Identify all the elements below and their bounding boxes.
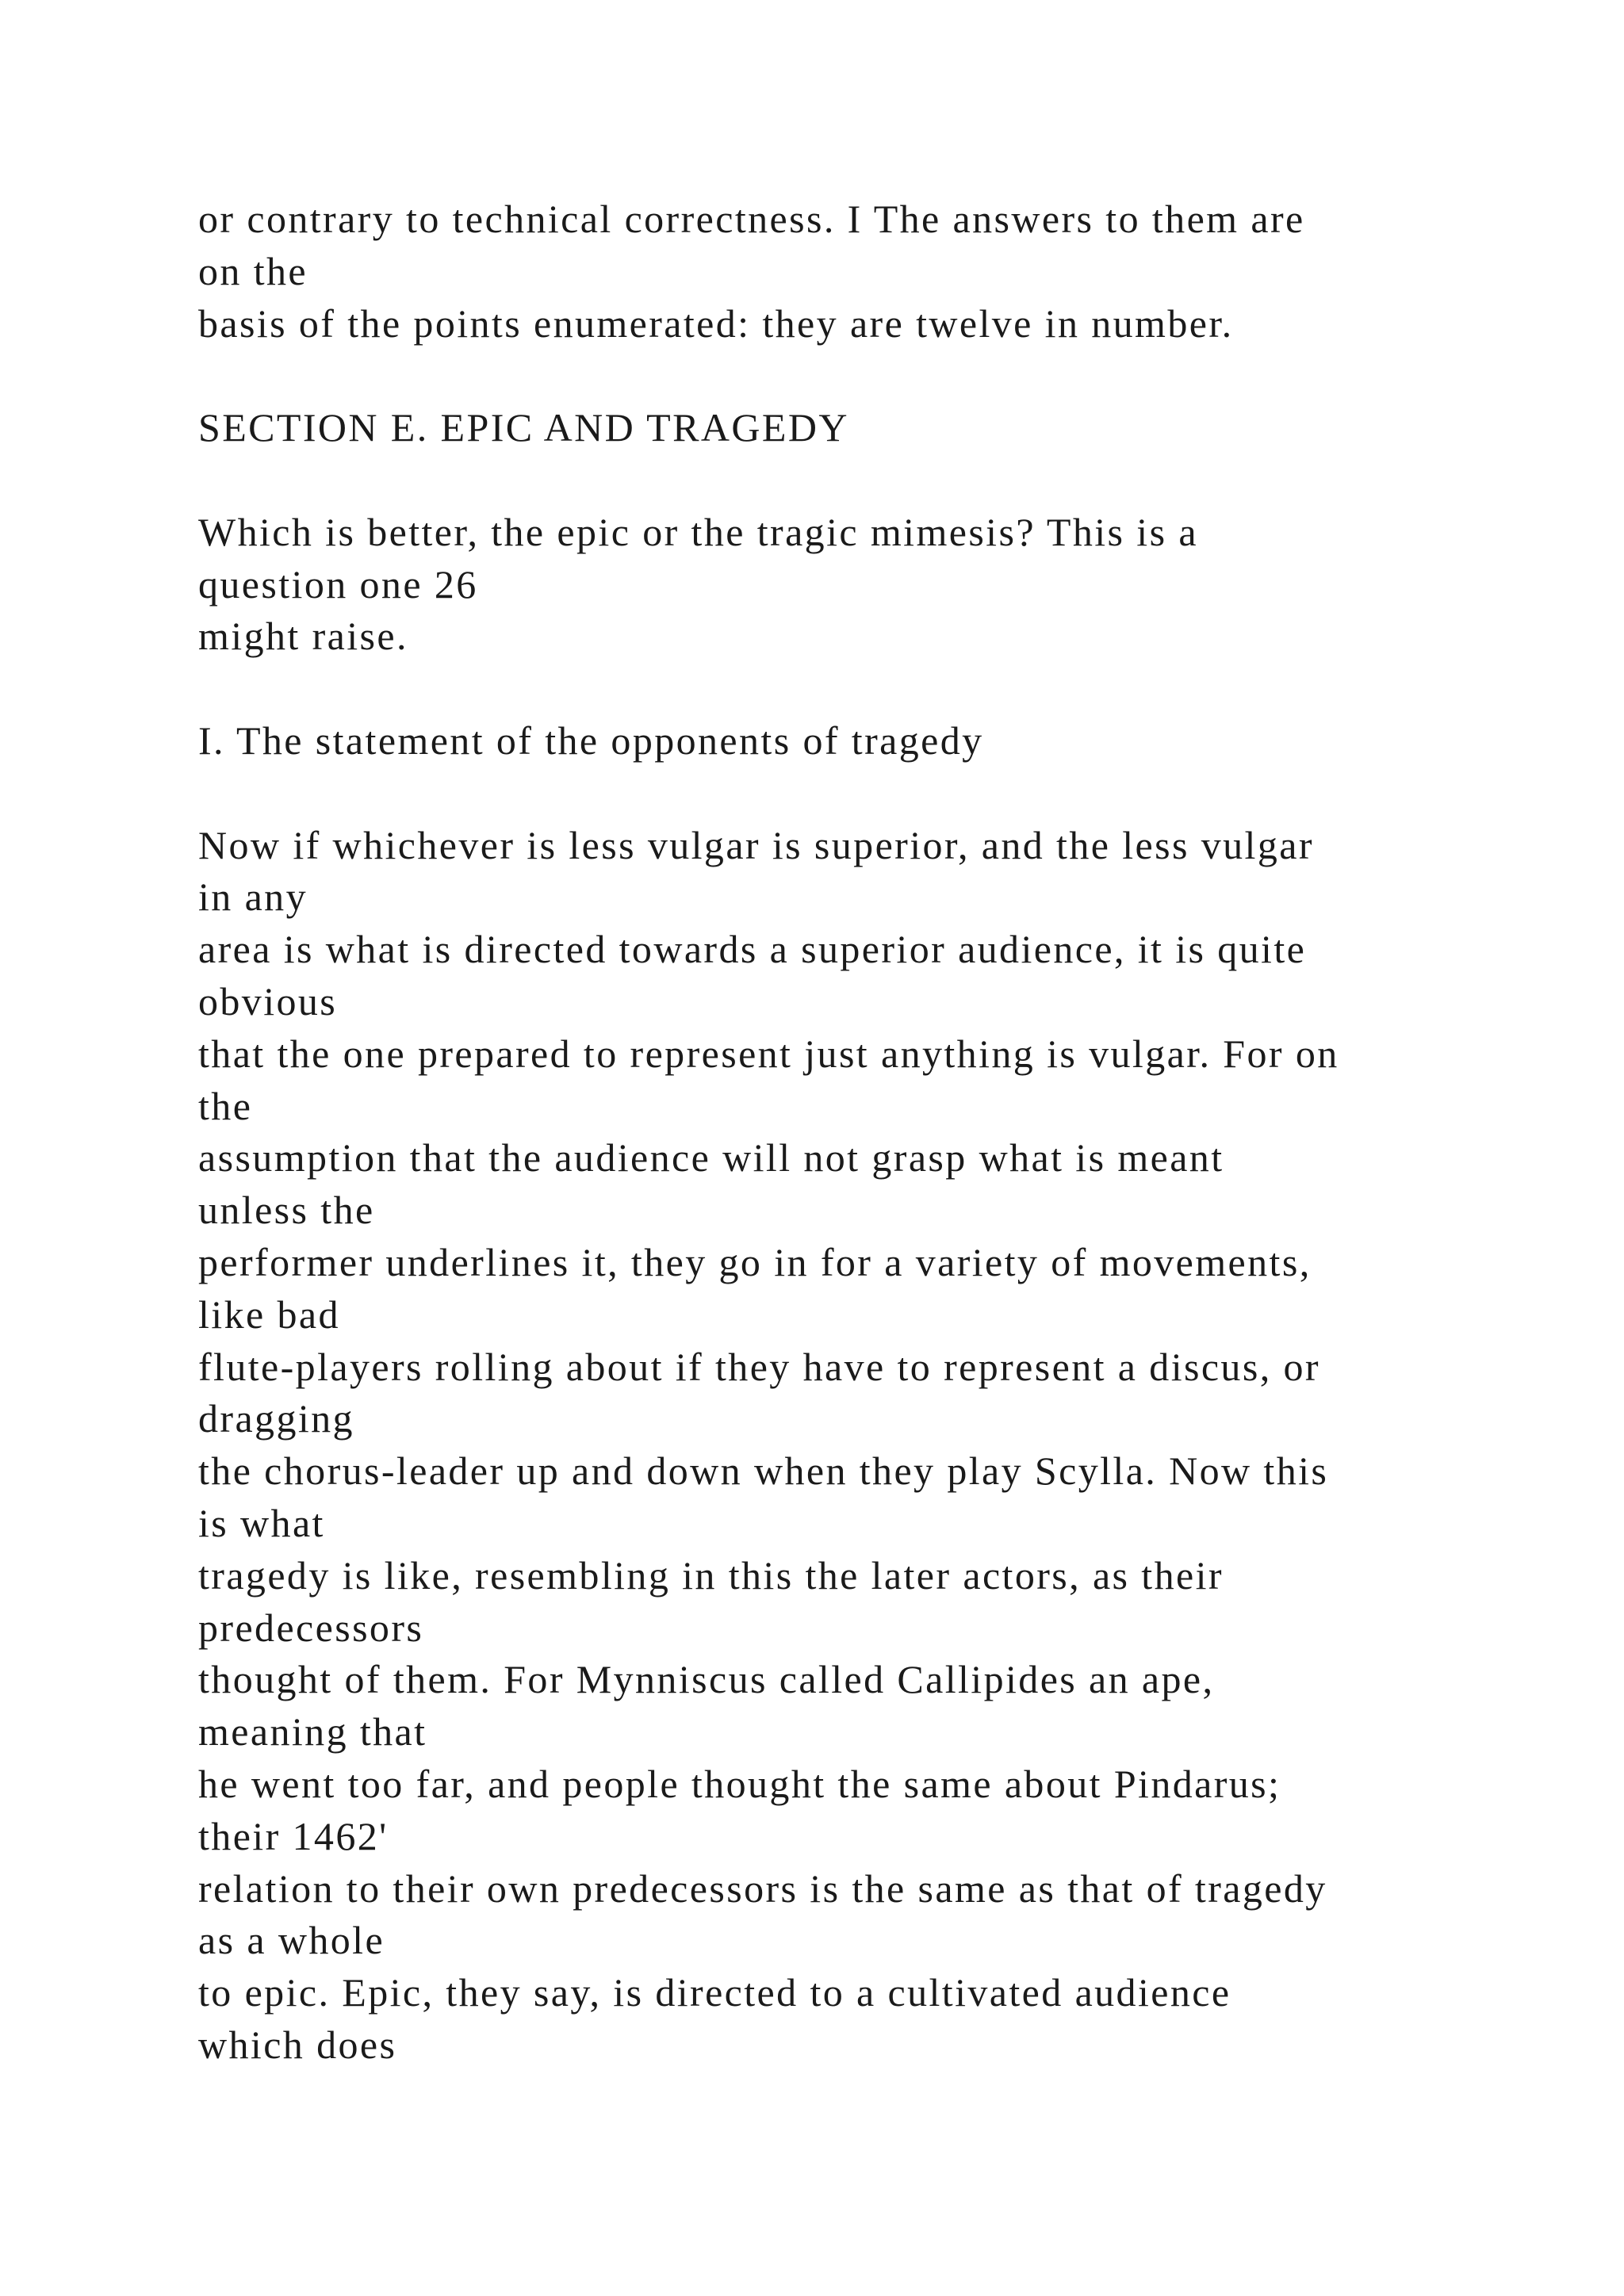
text-line: their 1462' xyxy=(198,1813,389,1858)
text-line: in any xyxy=(198,874,308,920)
text-line: the chorus-leader up and down when they play Scylla. Now this xyxy=(198,1448,1329,1494)
blank-line xyxy=(198,663,1546,715)
document-body xyxy=(198,193,1546,2072)
text-line: meaning that xyxy=(198,1709,427,1755)
text-line: that the one prepared to represent just anything is vulgar. For on xyxy=(198,1031,1339,1076)
text-line: to epic. Epic, they say, is directed to a cultivated audience xyxy=(198,1970,1231,2015)
text-line: assumption that the audience will not grasp what is meant xyxy=(198,1135,1224,1181)
text-line: thought of them. For Mynniscus called Callipides an ape, xyxy=(198,1657,1215,1702)
text-line: Which is better, the epic or the tragic mimesis? This is a xyxy=(198,509,1198,554)
blank-line xyxy=(198,350,1546,402)
section-heading: SECTION E. EPIC AND TRAGEDY xyxy=(198,405,849,450)
text-line: predecessors xyxy=(198,1605,424,1650)
text-line: performer underlines it, they go in for a variety of movements, xyxy=(198,1239,1312,1284)
subsection-heading: I. The statement of the opponents of tragedy xyxy=(198,718,984,763)
text-line: as a whole xyxy=(198,1918,385,1963)
text-line: like bad xyxy=(198,1292,340,1337)
text-line: basis of the points enumerated: they are twelve in number. xyxy=(198,300,1234,346)
text-line: tragedy is like, resembling in this the later actors, as their xyxy=(198,1552,1224,1598)
text-line: or contrary to technical correctness. I The answers to them are xyxy=(198,197,1305,241)
text-line: question one 26 xyxy=(198,561,478,607)
text-line: area is what is directed towards a superior audience, it is quite xyxy=(198,927,1307,972)
text-line: dragging xyxy=(198,1396,354,1441)
text-line: obvious xyxy=(198,978,338,1024)
blank-line xyxy=(198,454,1546,507)
text-line: he went too far, and people thought the same about Pindarus; xyxy=(198,1761,1281,1806)
text-line: which does xyxy=(198,2022,397,2067)
blank-line xyxy=(198,767,1546,820)
text-line: Now if whichever is less vulgar is superior, and the less vulgar xyxy=(198,822,1314,867)
text-line: on the xyxy=(198,248,308,293)
text-line: flute-players rolling about if they have to represent a discus, or xyxy=(198,1344,1320,1389)
text-line: is what xyxy=(198,1500,325,1545)
text-line: relation to their own predecessors is the same as that of tragedy xyxy=(198,1866,1327,1911)
text-line: the xyxy=(198,1083,253,1128)
text-line: unless the xyxy=(198,1188,375,1233)
text-line: might raise. xyxy=(198,614,408,659)
